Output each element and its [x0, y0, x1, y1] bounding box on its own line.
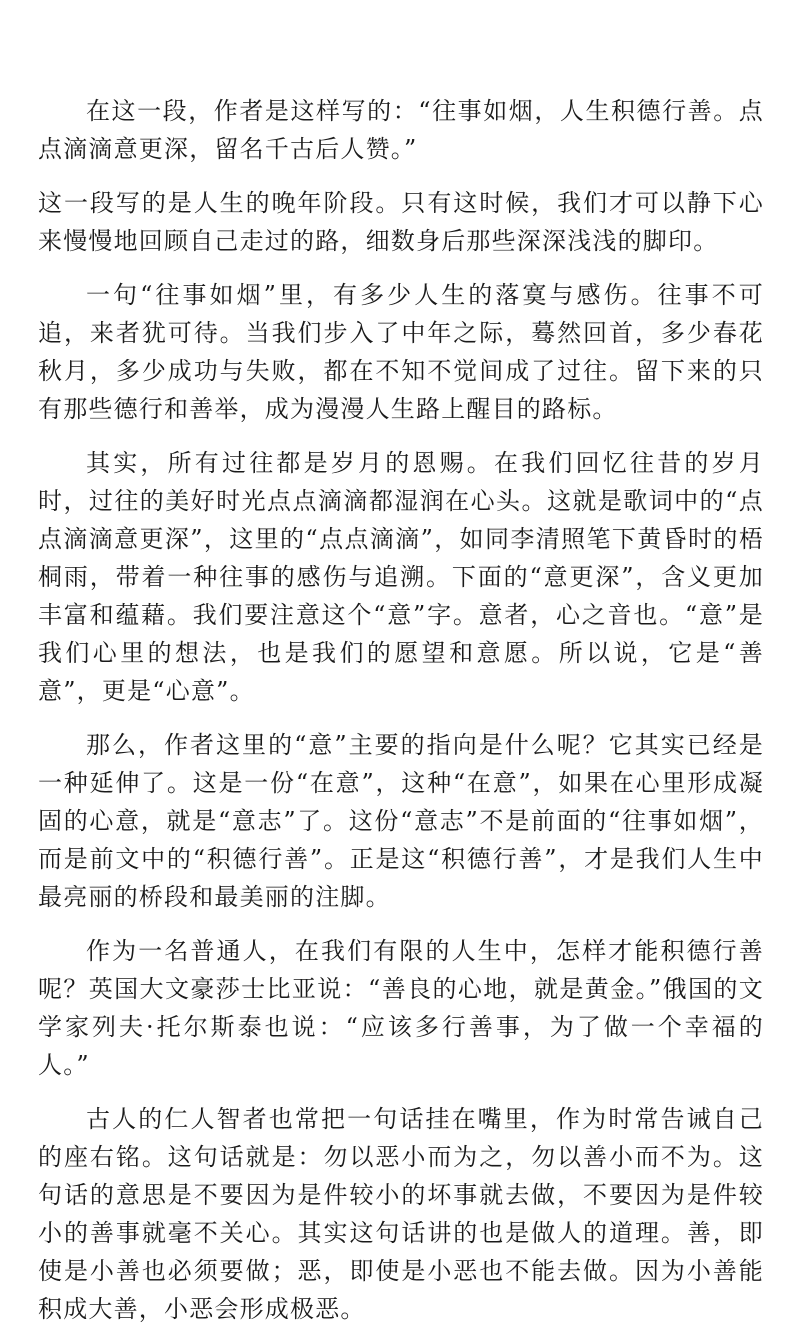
paragraph-1: 在这一段，作者是这样写的：“往事如烟，人生积德行善。点点滴滴意更深，留名千古后人赞。” — [38, 97, 764, 163]
paragraph-6: 作为一名普通人，在我们有限的人生中，怎样才能积德行善呢？英国大文豪莎士比亚说：“善良的心地，就是黄金。”俄国的文学家列夫·托尔斯泰也说：“应该多行善事，为了做一个幸福的人。” — [38, 937, 764, 1079]
paragraph-2: 这一段写的是人生的晚年阶段。只有这时候，我们才可以静下心来慢慢地回顾自己走过的路，细数身后那些深深浅浅的脚印。 — [38, 189, 764, 255]
paragraph-7: 古人的仁人智者也常把一句话挂在嘴里，作为时常告诫自己的座右铭。这句话就是：勿以恶小而为之，勿以善小而不为。这句话的意思是不要因为是件较小的坏事就去做，不要因为是件较小的善事就毫不关心。其实这句话讲的也是做人的道理。善，即使是小善也必须要做；恶，即使是小恶也不能去做。因为小善能积成大善，小恶会形成极恶。 — [38, 1105, 764, 1323]
paragraph-5: 那么，作者这里的“意”主要的指向是什么呢？它其实已经是一种延伸了。这是一份“在意”，这种“在意”，如果在心里形成凝固的心意，就是“意志”了。这份“意志”不是前面的“往事如烟”，而是前文中的“积德行善”。正是这“积德行善”，才是我们人生中最亮丽的桥段和最美丽的注脚。 — [38, 731, 764, 911]
paragraph-4: 其实，所有过往都是岁月的恩赐。在我们回忆往昔的岁月时，过往的美好时光点点滴滴都湿润在心头。这就是歌词中的“点点滴滴意更深”，这里的“点点滴滴”，如同李清照笔下黄昏时的梧桐雨，带着一种往事的感伤与追溯。下面的“意更深”，含义更加丰富和蕴藉。我们要注意这个“意”字。意者，心之音也。“意”是我们心里的想法，也是我们的愿望和意愿。所以说，它是“善意”，更是“心意”。 — [38, 449, 764, 705]
document-body — [38, 92, 764, 1344]
paragraph-3: 一句“往事如烟”里，有多少人生的落寞与感伤。往事不可追，来者犹可待。当我们步入了中年之际，蓦然回首，多少春花秋月，多少成功与失败，都在不知不觉间成了过往。留下来的只有那些德行和善举，成为漫漫人生路上醒目的路标。 — [38, 281, 764, 423]
